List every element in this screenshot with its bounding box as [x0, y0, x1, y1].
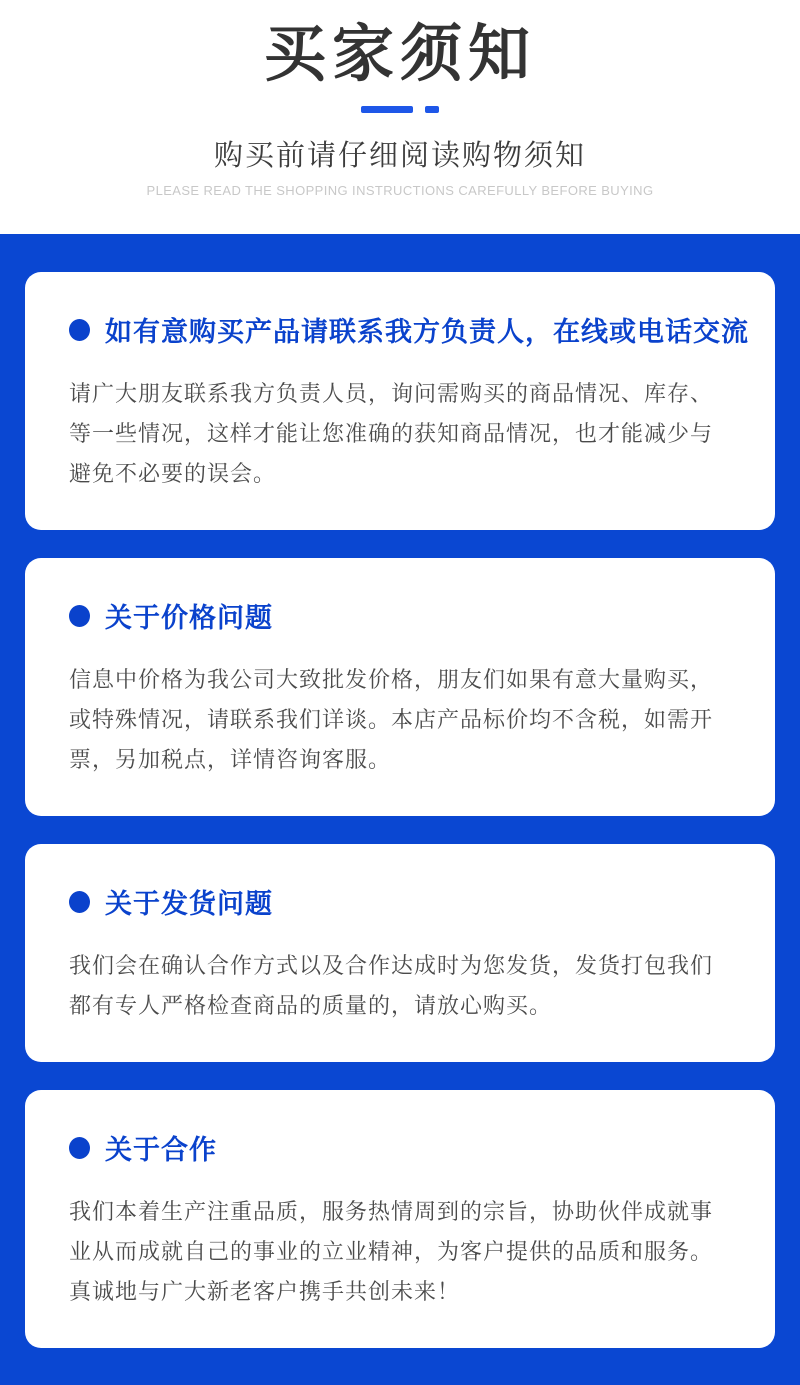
card-body-text: 我们会在确认合作方式以及合作达成时为您发货，发货打包我们都有专人严格检查商品的质量的，请放心购买。: [69, 953, 714, 1018]
page-subtitle: 购买前请仔细阅读购物须知: [213, 140, 586, 172]
notice-card-shipping: [25, 844, 775, 1062]
notice-card-cooperation: [25, 1090, 775, 1348]
card-heading-price: [69, 596, 731, 635]
notice-card-contact: [25, 272, 775, 530]
card-heading-contact: [69, 310, 749, 349]
bullet-dot-icon: [69, 1137, 90, 1159]
underline-dash-long: [361, 106, 413, 113]
card-heading-text: 如有意购买产品请联系我方负责人，在线或电话交流: [105, 317, 749, 347]
card-heading-cooperation: [69, 1128, 731, 1167]
bullet-dot-icon: [69, 319, 90, 341]
page-title: 买家须知: [263, 20, 536, 89]
card-body-text: 信息中价格为我公司大致批发价格，朋友们如果有意大量购买，或特殊情况，请联系我们详谈。本店产品标价均不含税，如需开票，另加税点，详情咨询客服。: [69, 667, 714, 772]
card-body-text: 请广大朋友联系我方负责人员，询问需购买的商品情况、库存、等一些情况，这样才能让您准确的获知商品情况，也才能减少与避免不必要的误会。: [69, 381, 714, 486]
card-heading-shipping: [69, 882, 731, 921]
notice-section: [0, 234, 800, 1385]
notice-card-price: [25, 558, 775, 816]
bullet-dot-icon: [69, 605, 90, 627]
page-header: [0, 0, 800, 234]
underline-dash-short: [425, 106, 439, 113]
page-subtitle-english: PLEASE READ THE SHOPPING INSTRUCTIONS CAREFULLY BEFORE BUYING: [146, 183, 654, 198]
card-heading-text: 关于价格问题: [105, 603, 273, 633]
card-heading-text: 关于发货问题: [105, 889, 273, 919]
bullet-dot-icon: [69, 891, 90, 913]
title-underline: [0, 106, 800, 113]
card-heading-text: 关于合作: [105, 1135, 217, 1165]
card-body-text: 我们本着生产注重品质，服务热情周到的宗旨，协助伙伴成就事业从而成就自己的事业的立业精神，为客户提供的品质和服务。真诚地与广大新老客户携手共创未来！: [69, 1199, 714, 1304]
